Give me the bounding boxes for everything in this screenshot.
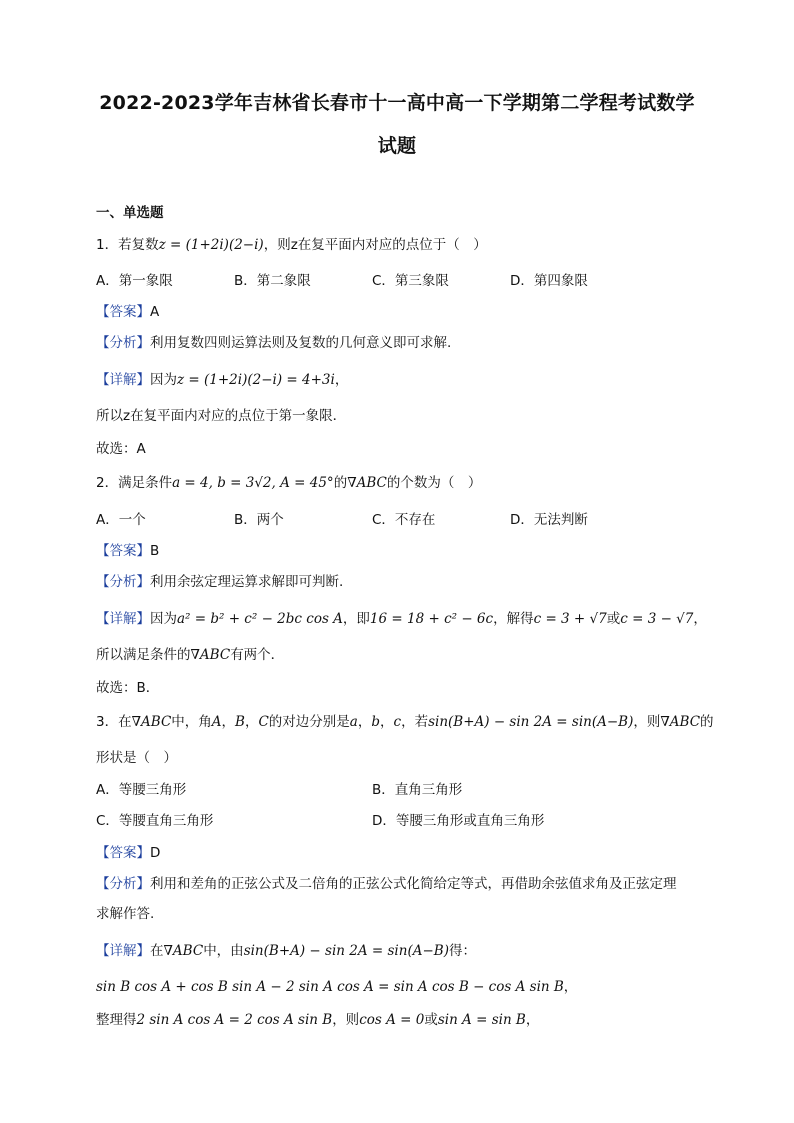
q3-analysis-line2: 求解作答. (96, 906, 155, 922)
q3-stem-text: ， (357, 714, 372, 730)
detail-formula: ∇ABC (163, 943, 204, 959)
q2-stem-text-end: 的个数为（ ） (386, 475, 482, 491)
answer-tag: 【答案】 (96, 543, 150, 559)
answer-value: D (150, 845, 161, 861)
detail-text: 在 (150, 943, 164, 959)
q3-stem-text: 的对边分别是 (268, 714, 350, 730)
q3-stem (96, 712, 734, 732)
analysis-tag: 【分析】 (96, 574, 150, 590)
detail-tag: 【详解】 (96, 611, 150, 627)
q3-stem-formula: b (371, 714, 381, 730)
q1-option-b: B．第二象限 (234, 273, 311, 289)
detail-formula: c = 3 + √7 (533, 611, 607, 627)
detail-formula: 2 sin A cos A = 2 cos A sin B (136, 1012, 333, 1028)
detail-tag: 【详解】 (96, 372, 150, 388)
q1-answer (96, 302, 734, 322)
q2-stem-triangle: ∇ABC (347, 475, 387, 491)
q3-stem-text: 3．在 (96, 714, 132, 730)
q2-stem-text-mid: 的 (333, 475, 348, 491)
q3-stem-text: ， (221, 714, 236, 730)
q2-option-c: C．不存在 (372, 512, 436, 528)
section-heading: 一、单选题 (96, 205, 164, 221)
detail-text: 中，由 (203, 943, 244, 959)
q1-detail (96, 370, 734, 390)
q3-stem-line2: 形状是（ ） (96, 750, 177, 766)
detail-formula: z = (1+2i)(2−i) = 4+3i (177, 372, 335, 388)
document-title-line2: 试题 (377, 135, 417, 157)
q3-stem-text: 中，角 (171, 714, 212, 730)
answer-tag: 【答案】 (96, 304, 150, 320)
q3-detail (96, 941, 734, 961)
q1-stem-text: 1．若复数 (96, 237, 159, 253)
detail-formula: sin(B+A) − sin 2A = sin(A−B) (243, 943, 449, 959)
detail-text-end: ， (334, 372, 349, 388)
q3-stem-formula: c (393, 714, 402, 730)
q3-stem-text: ， (380, 714, 394, 730)
detail-tag: 【详解】 (96, 943, 150, 959)
detail-formula: cos A = 0 (359, 1012, 425, 1028)
q2-option-b: B．两个 (234, 512, 284, 528)
detail-formula: 16 = 18 + c² − 6c (369, 611, 494, 627)
q1-choose: 故选：A (96, 441, 146, 457)
q3-equation (96, 977, 734, 997)
detail-text: ，则 (332, 1012, 360, 1028)
equation-formula: sin B cos A + cos B sin A − 2 sin A cos A = sin A cos B − cos A sin B (96, 979, 564, 995)
q3-stem-formula: C (258, 714, 269, 730)
q2-answer (96, 541, 734, 561)
answer-value: B (150, 543, 160, 559)
q3-stem-formula: ∇ABC (131, 714, 172, 730)
q3-option-a: A．等腰三角形 (96, 782, 187, 798)
detail-formula: sin A = sin B (437, 1012, 526, 1028)
q1-stem-formula: z = (1+2i)(2−i) (158, 237, 264, 253)
analysis-text: 利用复数四则运算法则及复数的几何意义即可求解. (150, 335, 452, 351)
q3-stem-text: ，若 (401, 714, 429, 730)
q3-stem-text: ，则 (633, 714, 661, 730)
q1-stem-text-end: ，则z在复平面内对应的点位于（ ） (263, 237, 487, 253)
q3-option-c: C．等腰直角三角形 (96, 813, 214, 829)
q3-stem-formula: a (349, 714, 358, 730)
q2-option-d: D．无法判断 (510, 512, 588, 528)
q2-detail (96, 609, 734, 629)
answer-value: A (150, 304, 160, 320)
q3-stem-text: ， (244, 714, 259, 730)
analysis-tag: 【分析】 (96, 335, 150, 351)
q2-choose: 故选：B． (96, 680, 160, 696)
q3-answer (96, 843, 734, 863)
detail-text: 或 (606, 611, 621, 627)
document-title-line1: 2022-2023学年吉林省长春市十一高中高一下学期第二学程考试数学 (99, 92, 695, 114)
q3-stem-formula: B (235, 714, 245, 730)
detail-text-end: ， (693, 611, 707, 627)
detail-text-end: 得： (448, 943, 476, 959)
detail-formula: c = 3 − √7 (620, 611, 694, 627)
detail-formula: a² = b² + c² − 2bc cos A (177, 611, 343, 627)
q1-option-c: C．第三象限 (372, 273, 449, 289)
q3-stem-formula: A (211, 714, 222, 730)
q3-stem-text-end: 的 (700, 714, 714, 730)
detail-text-end: ， (525, 1012, 540, 1028)
q1-analysis (96, 333, 734, 353)
detail-text: 所以满足条件的 (96, 647, 191, 663)
detail-text: 或 (424, 1012, 438, 1028)
answer-tag: 【答案】 (96, 845, 150, 861)
detail-text: ，即 (342, 611, 370, 627)
equation-text-end: ， (563, 979, 578, 995)
q3-final-line (96, 1010, 734, 1030)
analysis-tag: 【分析】 (96, 876, 150, 892)
q1-option-a: A．第一象限 (96, 273, 173, 289)
q1-option-d: D．第四象限 (510, 273, 588, 289)
analysis-text: 利用余弦定理运算求解即可判断. (150, 574, 344, 590)
q2-option-a: A．一个 (96, 512, 146, 528)
detail-text: 因为 (150, 372, 177, 388)
q2-stem-text: 2．满足条件 (96, 475, 173, 491)
detail-text: 整理得 (96, 1012, 137, 1028)
q2-detail-line2 (96, 645, 734, 665)
q3-option-d: D．等腰三角形或直角三角形 (372, 813, 545, 829)
q3-stem-formula: ∇ABC (660, 714, 701, 730)
analysis-text: 利用和差角的正弦公式及二倍角的正弦公式化简给定等式，再借助余弦值求角及正弦定理 (150, 876, 677, 892)
detail-text-end: 有两个． (230, 647, 285, 663)
q1-stem (96, 235, 734, 255)
q2-stem (96, 473, 734, 493)
q3-option-b: B．直角三角形 (372, 782, 463, 798)
q2-stem-formula: a = 4, b = 3√2, A = 45° (172, 475, 334, 491)
q2-analysis (96, 572, 734, 592)
detail-text: ，解得 (493, 611, 534, 627)
q3-stem-formula: sin(B+A) − sin 2A = sin(A−B) (428, 714, 634, 730)
detail-text: 因为 (150, 611, 177, 627)
q3-analysis (96, 874, 734, 894)
detail-formula: ∇ABC (190, 647, 231, 663)
q1-detail-line2: 所以z在复平面内对应的点位于第一象限． (96, 408, 347, 424)
